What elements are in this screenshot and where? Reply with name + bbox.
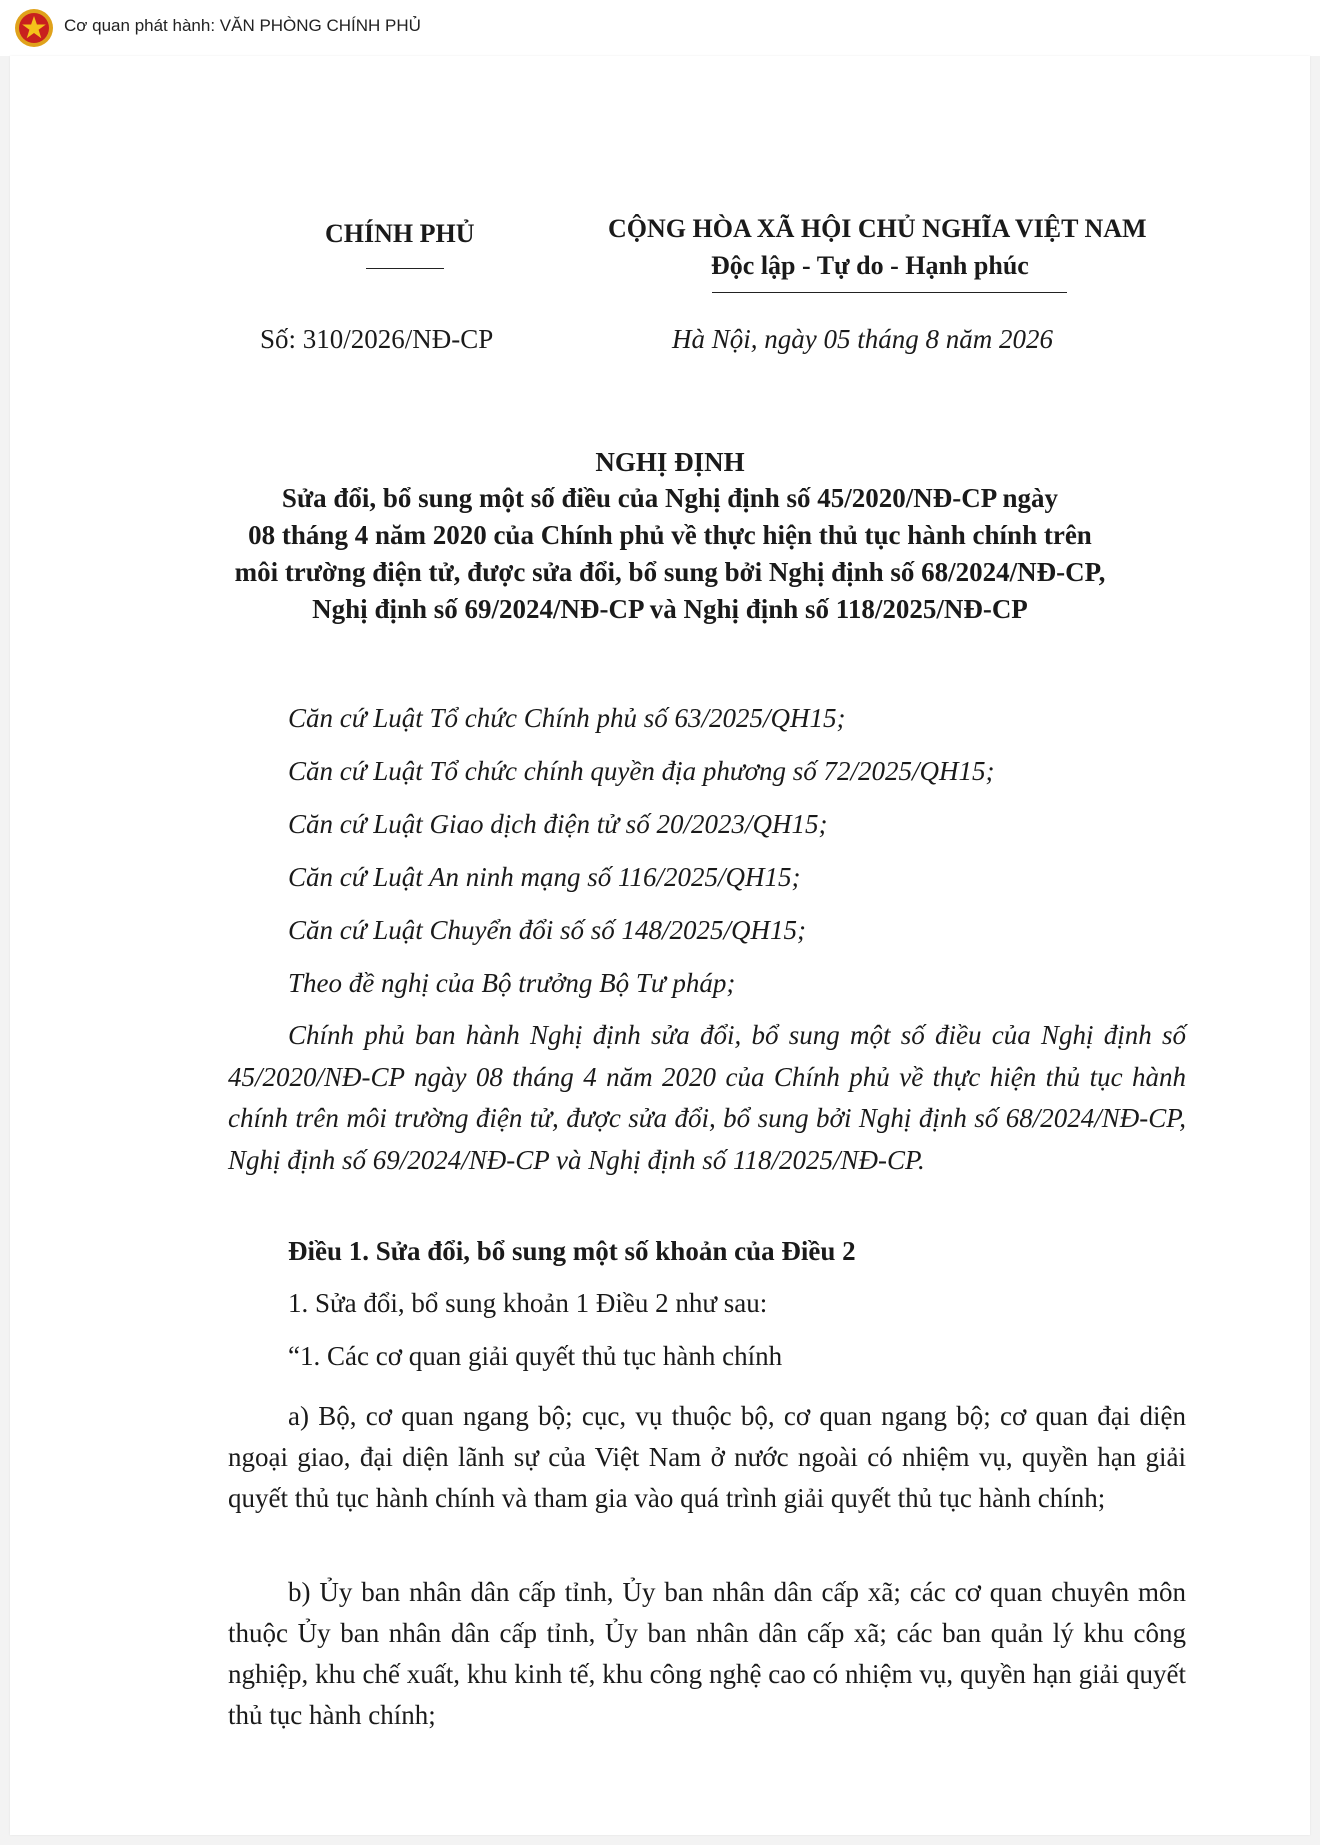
subtitle-line: Nghị định số 69/2024/NĐ-CP và Nghị định số 118/2025/NĐ-CP (312, 594, 1028, 624)
preamble: Chính phủ ban hành Nghị định sửa đổi, bổ sung một số điều của Nghị định số 45/2020/NĐ-CP ngày 08 tháng 4 năm 2020 của Chính phủ về thực hiện thủ tục hành chính trên môi trường điện tử, được sửa đổi, bổ sung bởi Nghị định số 68/2024/NĐ-CP, Nghị định số 69/2024/NĐ-CP và Nghị định số 118/2025/NĐ-CP. (228, 1020, 1186, 1175)
subtitle-line: 08 tháng 4 năm 2020 của Chính phủ về thực hiện thủ tục hành chính trên (248, 520, 1092, 550)
legal-basis-item: Căn cứ Luật Giao dịch điện tử số 20/2023/QH15; (288, 809, 828, 839)
point-b: b) Ủy ban nhân dân cấp tỉnh, Ủy ban nhân dân cấp xã; các cơ quan chuyên môn thuộc Ủy ban nhân dân cấp tỉnh, Ủy ban nhân dân cấp xã; các ban quản lý khu công nghiệp, khu chế xuất, khu kinh tế, khu công nghệ cao có nhiệm vụ, quyền hạn giải quyết thủ tục hành chính; (228, 1577, 1186, 1730)
legal-bases (288, 692, 995, 1010)
national-motto: Độc lập - Tự do - Hạnh phúc (711, 251, 1029, 280)
publisher-bar (0, 0, 1320, 56)
subtitle-line: Sửa đổi, bổ sung một số điều của Nghị định số 45/2020/NĐ-CP ngày (281, 483, 1059, 513)
issuing-authority: CHÍNH PHỦ (325, 219, 475, 248)
legal-basis-item: Theo đề nghị của Bộ trưởng Bộ Tư pháp; (288, 968, 736, 998)
document-number: Số: 310/2026/NĐ-CP (260, 324, 494, 354)
publisher-label: Cơ quan phát hành: VĂN PHÒNG CHÍNH PHỦ (64, 16, 421, 35)
legal-basis-item: Căn cứ Luật Chuyển đổi số số 148/2025/QH15; (288, 915, 806, 945)
legal-basis-item: Căn cứ Luật Tổ chức Chính phủ số 63/2025/QH15; (288, 703, 846, 733)
issuer-underline (366, 268, 444, 269)
document-page (10, 56, 1310, 1835)
article-1-heading: Điều 1. Sửa đổi, bổ sung một số khoản của Điều 2 (288, 1236, 856, 1266)
place-date: Hà Nội, ngày 05 tháng 8 năm 2026 (672, 324, 1053, 354)
subtitle-line: môi trường điện tử, được sửa đổi, bổ sung bởi Nghị định số 68/2024/NĐ-CP, (234, 557, 1106, 587)
quoted-clause-heading: “1. Các cơ quan giải quyết thủ tục hành chính (288, 1341, 783, 1371)
national-title: CỘNG HÒA XÃ HỘI CHỦ NGHĨA VIỆT NAM (608, 214, 1147, 243)
document-subtitle (130, 480, 1210, 628)
article-1-clause-1: 1. Sửa đổi, bổ sung khoản 1 Điều 2 như sau: (288, 1288, 768, 1318)
national-emblem-icon (14, 8, 54, 48)
motto-underline (712, 292, 1067, 293)
legal-basis-item: Căn cứ Luật An ninh mạng số 116/2025/QH15; (288, 862, 801, 892)
legal-basis-item: Căn cứ Luật Tổ chức chính quyền địa phương số 72/2025/QH15; (288, 756, 995, 786)
point-a: a) Bộ, cơ quan ngang bộ; cục, vụ thuộc bộ, cơ quan ngang bộ; cơ quan đại diện ngoại giao, đại diện lãnh sự của Việt Nam ở nước ngoài có nhiệm vụ, quyền hạn giải quyết thủ tục hành chính và tham gia vào quá trình giải quyết thủ tục hành chính; (228, 1401, 1186, 1513)
document-title: NGHỊ ĐỊNH (595, 447, 745, 477)
